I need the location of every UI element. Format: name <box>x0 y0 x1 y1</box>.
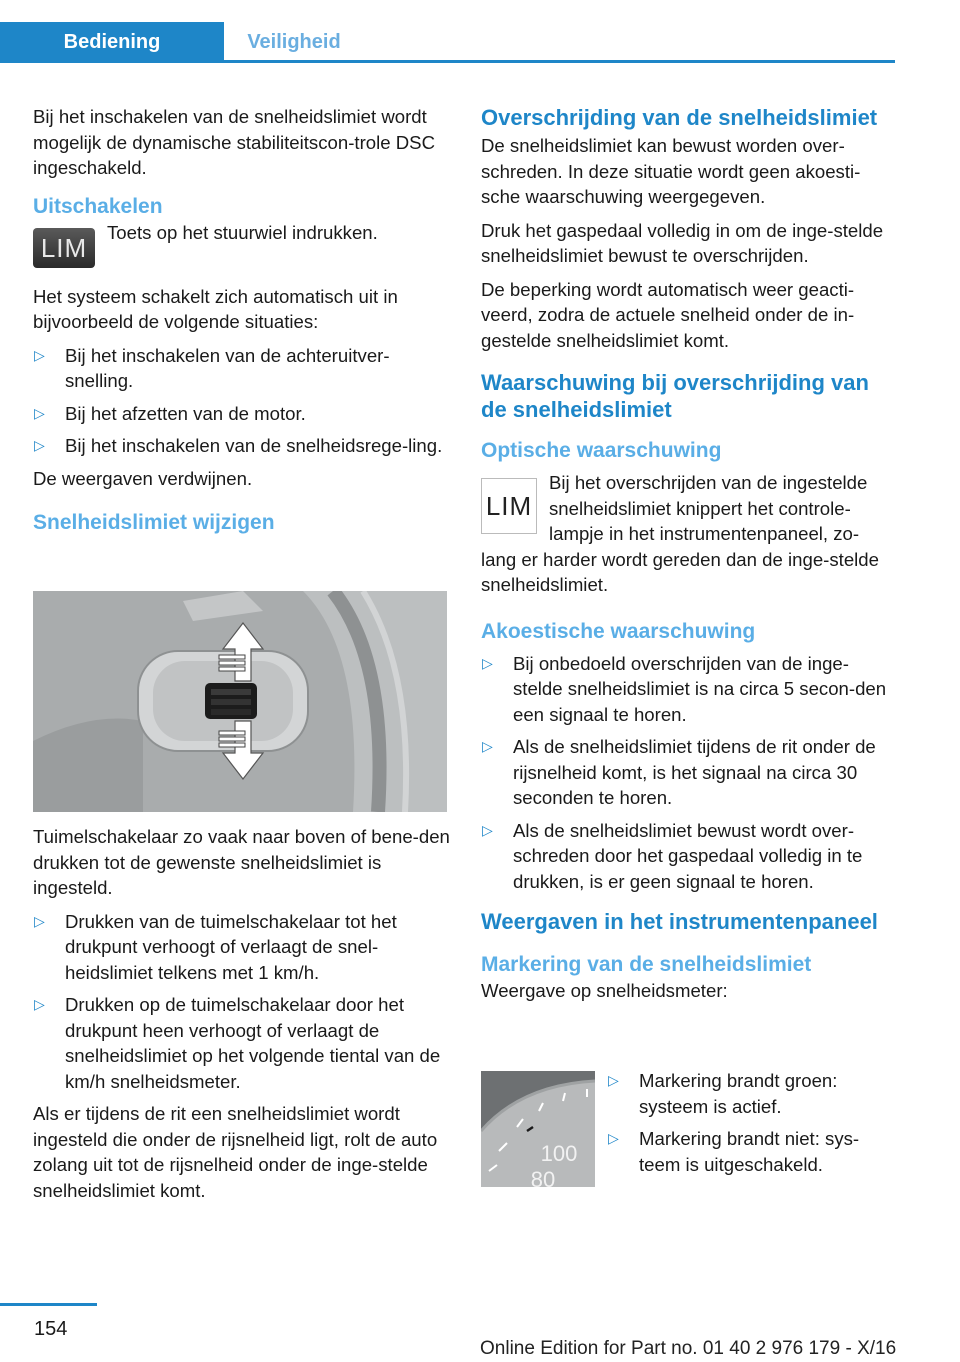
footer-rule <box>0 1303 97 1306</box>
list-item: ▷ Bij het inschakelen van de achteruitver‐snelling. <box>34 344 390 391</box>
optical-text-b: lang er harder wordt gereden dan de inge‐stelde snelheidslimiet. <box>481 548 879 595</box>
list-item: ▷ Markering brandt niet: sys‐teem is uitgeschakeld. <box>608 1128 860 1175</box>
rocker-list <box>33 909 451 1095</box>
edition-footer: Online Edition for Part no. 01 40 2 976 179 - X/16 <box>480 1338 897 1359</box>
triangle-bullet-icon: ▷ <box>482 738 493 754</box>
rocker-switch <box>205 683 257 719</box>
warning-heading: Waarschuwing bij overschrijding van de snelheidslimiet <box>481 370 869 422</box>
speedometer-svg <box>481 1071 595 1187</box>
switch-off-row <box>33 221 451 268</box>
panel-heading: Weergaven in het instrumentenpaneel <box>481 909 878 934</box>
marking-list-column <box>607 1068 895 1184</box>
list-item: ▷ Drukken van de tuimelschakelaar tot het drukpunt verhoogt of verlaagt de snel‐heidslimiet telkens met 1 km/h. <box>34 910 397 983</box>
tab-underline <box>0 60 895 63</box>
gauge-label-100: 100 <box>540 1141 578 1166</box>
roll-out-text: Als er tijdens de rit een snelheidslimiet wordt ingesteld die onder de rijsnelheid ligt, rolt de auto zolang uit tot de rijsnelheid onder de inge‐stelde snelheidslimiet komt. <box>33 1103 438 1201</box>
switch-off-text: Toets op het stuurwiel indrukken. <box>107 221 378 243</box>
speedometer-illustration <box>481 1071 595 1187</box>
list-item: ▷ Als de snelheidslimiet tijdens de rit onder de rijsnelheid komt, is het signaal na circa 30 seconden te horen. <box>482 736 876 808</box>
auto-off-text: Het systeem schakelt zich automatisch uit in bijvoorbeeld de volgende situaties: <box>33 285 398 332</box>
right-column <box>481 104 895 1012</box>
displays-gone-text: De weergaven verdwijnen. <box>33 467 253 489</box>
exceed-paragraph-3: De beperking wordt automatisch weer geacti‐veerd, zodra de actuele snelheid onder de in‐gestelde snelheidslimiet komt. <box>481 278 855 351</box>
optical-row <box>481 470 895 547</box>
triangle-bullet-icon: ▷ <box>34 912 45 929</box>
speedometer-text: Weergave op snelheidsmeter: <box>481 980 728 1001</box>
steering-wheel-svg <box>33 591 447 812</box>
auto-off-list <box>33 343 451 459</box>
triangle-bullet-icon: ▷ <box>482 821 493 838</box>
triangle-bullet-icon: ▷ <box>34 437 45 453</box>
list-item: ▷ Bij onbedoeld overschrijden van de inge‐stelde snelheidslimiet is na circa 5 secon‐den een signaal te horen. <box>482 652 887 725</box>
list-item: ▷ Markering brandt groen: systeem is actief. <box>608 1070 838 1117</box>
optical-text-a: Bij het overschrijden van de ingestelde snelheidslimiet knippert het controle‐lampje in het instrumentenpaneel, zo‐ <box>549 472 868 544</box>
list-item: ▷ Bij het afzetten van de motor. <box>33 401 451 427</box>
marking-heading: Markering van de snelheidslimiet <box>481 953 812 976</box>
list-item: ▷ Bij het inschakelen van de snelheidsrege‐ling. <box>33 433 451 459</box>
chapter-tabs <box>0 0 895 62</box>
change-heading: Snelheidslimiet wijzigen <box>33 511 275 534</box>
triangle-bullet-icon: ▷ <box>608 1072 619 1088</box>
list-item: ▷ Drukken op de tuimelschakelaar door het drukpunt heen verhoogt of verlaagt de snelheidslimiet op het volgende tiental van de km/h snelheidsmeter. <box>34 994 441 1092</box>
triangle-bullet-icon: ▷ <box>34 346 45 363</box>
page-number: 154 <box>34 1318 68 1340</box>
list-item: ▷ Als de snelheidslimiet bewust wordt over‐schreden door het gaspedaal volledig in te drukken, is er geen signaal te horen. <box>482 819 863 892</box>
intro-paragraph: Bij het inschakelen van de snelheidslimiet wordt mogelijk de dynamische stabiliteitscon‐trole DSC ingeschakeld. <box>33 106 435 178</box>
exceed-heading: Overschrijding van de snelheidslimiet <box>481 105 878 130</box>
triangle-bullet-icon: ▷ <box>482 654 493 671</box>
left-column-lower <box>33 824 451 1211</box>
switch-off-heading: Uitschakelen <box>33 194 163 218</box>
exceed-paragraph-2: Druk het gaspedaal volledig in om de inge‐stelde snelheidslimiet bewust te overschrijden. <box>481 219 884 266</box>
lim-button-icon: LIM <box>33 228 95 268</box>
left-column <box>33 104 451 542</box>
acoustic-heading: Akoestische waarschuwing <box>481 619 756 643</box>
acoustic-list <box>481 651 895 895</box>
triangle-bullet-icon: ▷ <box>34 996 45 1012</box>
rocker-text: Tuimelschakelaar zo vaak naar boven of bene‐den drukken tot de gewenste snelheidslimiet is ingesteld. <box>33 826 450 898</box>
triangle-bullet-icon: ▷ <box>608 1130 619 1146</box>
exceed-paragraph-1: De snelheidslimiet kan bewust worden over‐schreden. In deze situatie wordt geen akoesti‐sche waarschuwing weergegeven. <box>481 135 861 207</box>
triangle-bullet-icon: ▷ <box>34 404 45 421</box>
gauge-label-80: 80 <box>530 1167 556 1187</box>
tab-bediening[interactable]: Bediening <box>0 22 224 62</box>
optical-heading: Optische waarschuwing <box>481 439 722 462</box>
tab-veiligheid[interactable]: Veiligheid <box>247 31 341 53</box>
marking-list <box>607 1068 895 1177</box>
lim-warning-lamp-icon: LIM <box>481 478 537 534</box>
steering-wheel-rocker-illustration <box>33 591 447 812</box>
